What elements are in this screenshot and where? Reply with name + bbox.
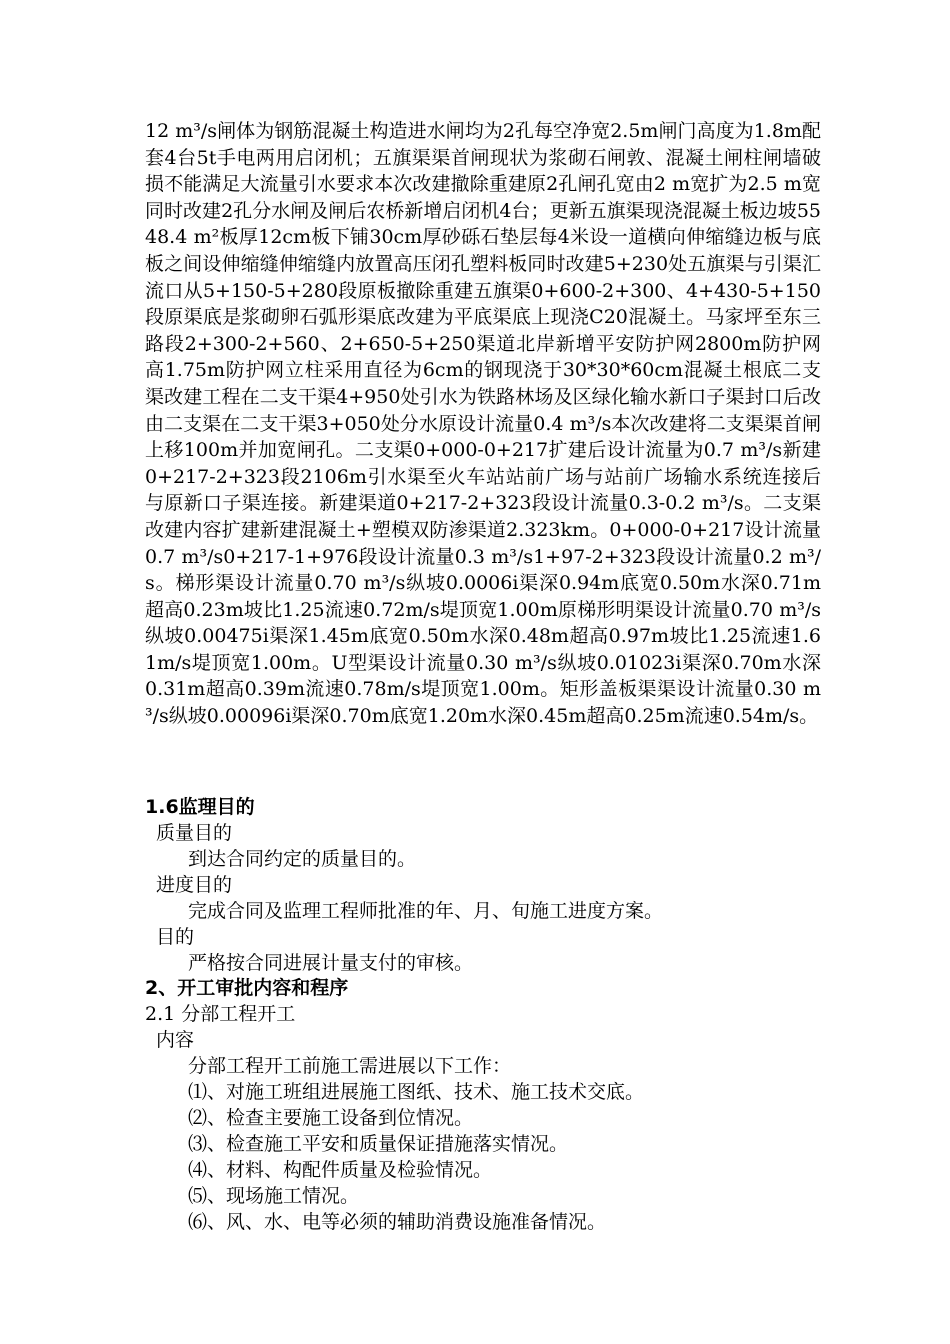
list-item: ⑴、对施工班组进展施工图纸、技术、施工技术交底。: [188, 1081, 645, 1103]
content-label: 内容: [156, 1029, 195, 1051]
list-item: ⑷、材料、构配件质量及检验情况。: [188, 1159, 493, 1181]
intro-text: 分部工程开工前施工需进展以下工作：: [188, 1055, 512, 1077]
list-item: ⑹、风、水、电等必须的辅助消费设施准备情况。: [188, 1211, 607, 1233]
list-item: ⑶、检查施工平安和质量保证措施落实情况。: [188, 1133, 569, 1155]
target-label: 目的: [156, 926, 195, 948]
section-heading-2: 2、开工审批内容和程序: [145, 977, 349, 999]
section-heading-1-6: 1.6监理目的: [145, 796, 255, 818]
subsection-heading-2-1: 2.1 分部工程开工: [145, 1003, 296, 1025]
quality-label: 质量目的: [156, 822, 233, 844]
list-item: ⑸、现场施工情况。: [188, 1185, 360, 1207]
target-text: 严格按合同进展计量支付的审核。: [188, 952, 474, 974]
quality-text: 到达合同约定的质量目的。: [188, 848, 417, 870]
progress-text: 完成合同及监理工程师批准的年、月、旬施工进度方案。: [188, 900, 664, 922]
progress-label: 进度目的: [156, 874, 233, 896]
body-paragraph: 12 m³/s闸体为钢筋混凝土构造进水闸均为2孔每空净宽2.5m闸门高度为1.8m配套4台5t手电两用启闭机；五旗渠渠首闸现状为浆砌石闸敦、混凝土闸柱闸墙破损不能满足大流量引水要求本次改建撤除重建原2孔闸孔宽由2 m宽扩为2.5 m宽同时改建2孔分水闸及闸后农桥新增启闭机4台；更新五旗渠现浇混凝土板边坡5548.4 m²板厚12cm板下铺30cm厚砂砾石垫层每4米设一道横向伸缩缝边板与底板之间设伸缩缝伸缩缝内放置高压闭孔塑料板同时改建5+230处五旗渠与引渠汇流口从5+150-5+280段原板撤除重建五旗渠0+600-2+300、4+430-5+150段原渠底是浆砌卵石弧形渠底改建为平底渠底上现浇C20混凝土。马家坪至东三路段2+300-2+560、2+650-5+250渠道北岸新增平安防护网2800m防护网高1.75m防护网立柱采用直径为6cm的钢现浇于30*30*60cm混凝土根底二支渠改建工程在二支干渠4+950处引水为铁路林场及区绿化输水新口子渠封口后改由二支渠在二支干渠3+050处分水原设计流量0.4 m³/s本次改建将二支渠渠首闸上移100m并加宽闸孔。二支渠0+000-0+217扩建后设计流量为0.7 m³/s新建0+217-2+323段2106m引水渠至火车站站前广场与站前广场输水系统连接后与原新口子渠连接。新建渠道0+217-2+323段设计流量0.3-0.2 m³/s。二支渠改建内容扩建新建混凝土+塑模双防渗渠道2.323km。0+000-0+217设计流量0.7 m³/s0+217-1+976段设计流量0.3 m³/s1+97-2+323段设计流量0.2 m³/s。梯形渠设计流量0.70 m³/s纵坡0.0006i渠深0.94m底宽0.50m水深0.71m超高0.23m坡比1.25流速0.72m/s堤顶宽1.00m原梯形明渠设计流量0.70 m³/s纵坡0.00475i渠深1.45m底宽0.50m水深0.48m超高0.97m坡比1.25流速1.61m/s堤顶宽1.00m。U型渠设计流量0.30 m³/s纵坡0.01023i渠深0.70m水深0.31m超高0.39m流速0.78m/s堤顶宽1.00m。矩形盖板渠渠设计流量0.30 m³/s纵坡0.00096i渠深0.70m底宽1.20m水深0.45m超高0.25m流速0.54m/s。: [145, 120, 821, 728]
list-item: ⑵、检查主要施工设备到位情况。: [188, 1107, 474, 1129]
